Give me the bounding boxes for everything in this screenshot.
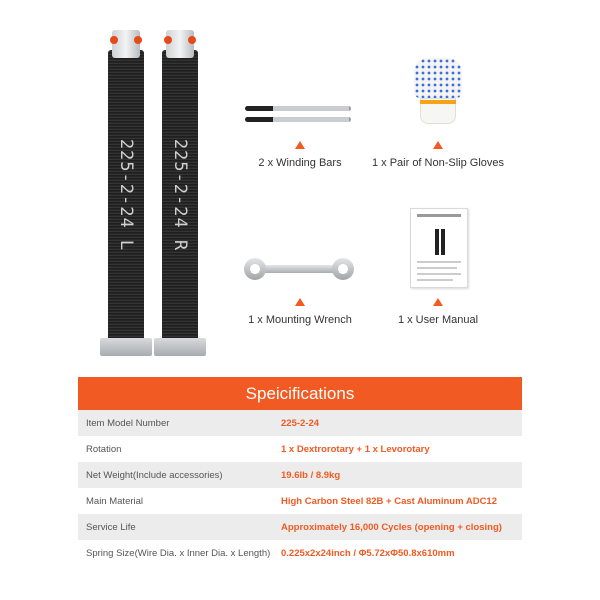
specifications-table [78,377,522,566]
accessory-label: 1 x Pair of Non-Slip Gloves [371,157,505,169]
winding-bars-icon [245,100,355,130]
table-row [78,462,522,488]
table-row [78,410,522,436]
manual-icon [410,208,468,288]
gloves-icon [412,58,464,128]
accessory-label: 1 x Mounting Wrench [248,314,352,326]
wrench-icon [244,258,354,280]
pointer-triangle-icon [433,298,443,306]
spec-name: Net Weight(Include accessories) [86,469,223,481]
spring-left-code: 225-2-24 L [116,138,137,252]
pointer-triangle-icon [295,141,305,149]
spec-name: Item Model Number [86,417,170,429]
accessory-manual [353,298,523,326]
spec-name: Spring Size(Wire Dia. x Inner Dia. x Length) [86,547,271,559]
pointer-triangle-icon [433,141,443,149]
spec-name: Service Life [86,521,136,533]
spec-value: 225-2-24 [281,417,320,429]
spec-value: 0.225x2x24inch / Φ5.72xΦ50.8x610mm [281,547,455,559]
table-row [78,436,522,462]
spring-right [158,30,202,348]
table-row [78,488,522,514]
springs-image [0,0,220,370]
spec-name: Main Material [86,495,144,507]
spec-name: Rotation [86,443,122,455]
accessory-gloves [353,141,523,169]
spec-value: 19.6lb / 8.9kg [281,469,341,481]
accessory-label: 2 x Winding Bars [258,157,342,169]
spec-value: High Carbon Steel 82B + Cast Aluminum ADC12 [281,495,497,507]
spring-left [104,30,148,348]
spring-right-code: 225-2-24 R [170,138,191,252]
accessory-label: 1 x User Manual [397,314,479,326]
table-row [78,514,522,540]
specifications-title: Speicifications [78,377,522,410]
spec-value: Approximately 16,000 Cycles (opening + closing) [281,521,502,533]
table-row [78,540,522,566]
pointer-triangle-icon [295,298,305,306]
spec-value: 1 x Dextrorotary + 1 x Levorotary [281,443,430,455]
